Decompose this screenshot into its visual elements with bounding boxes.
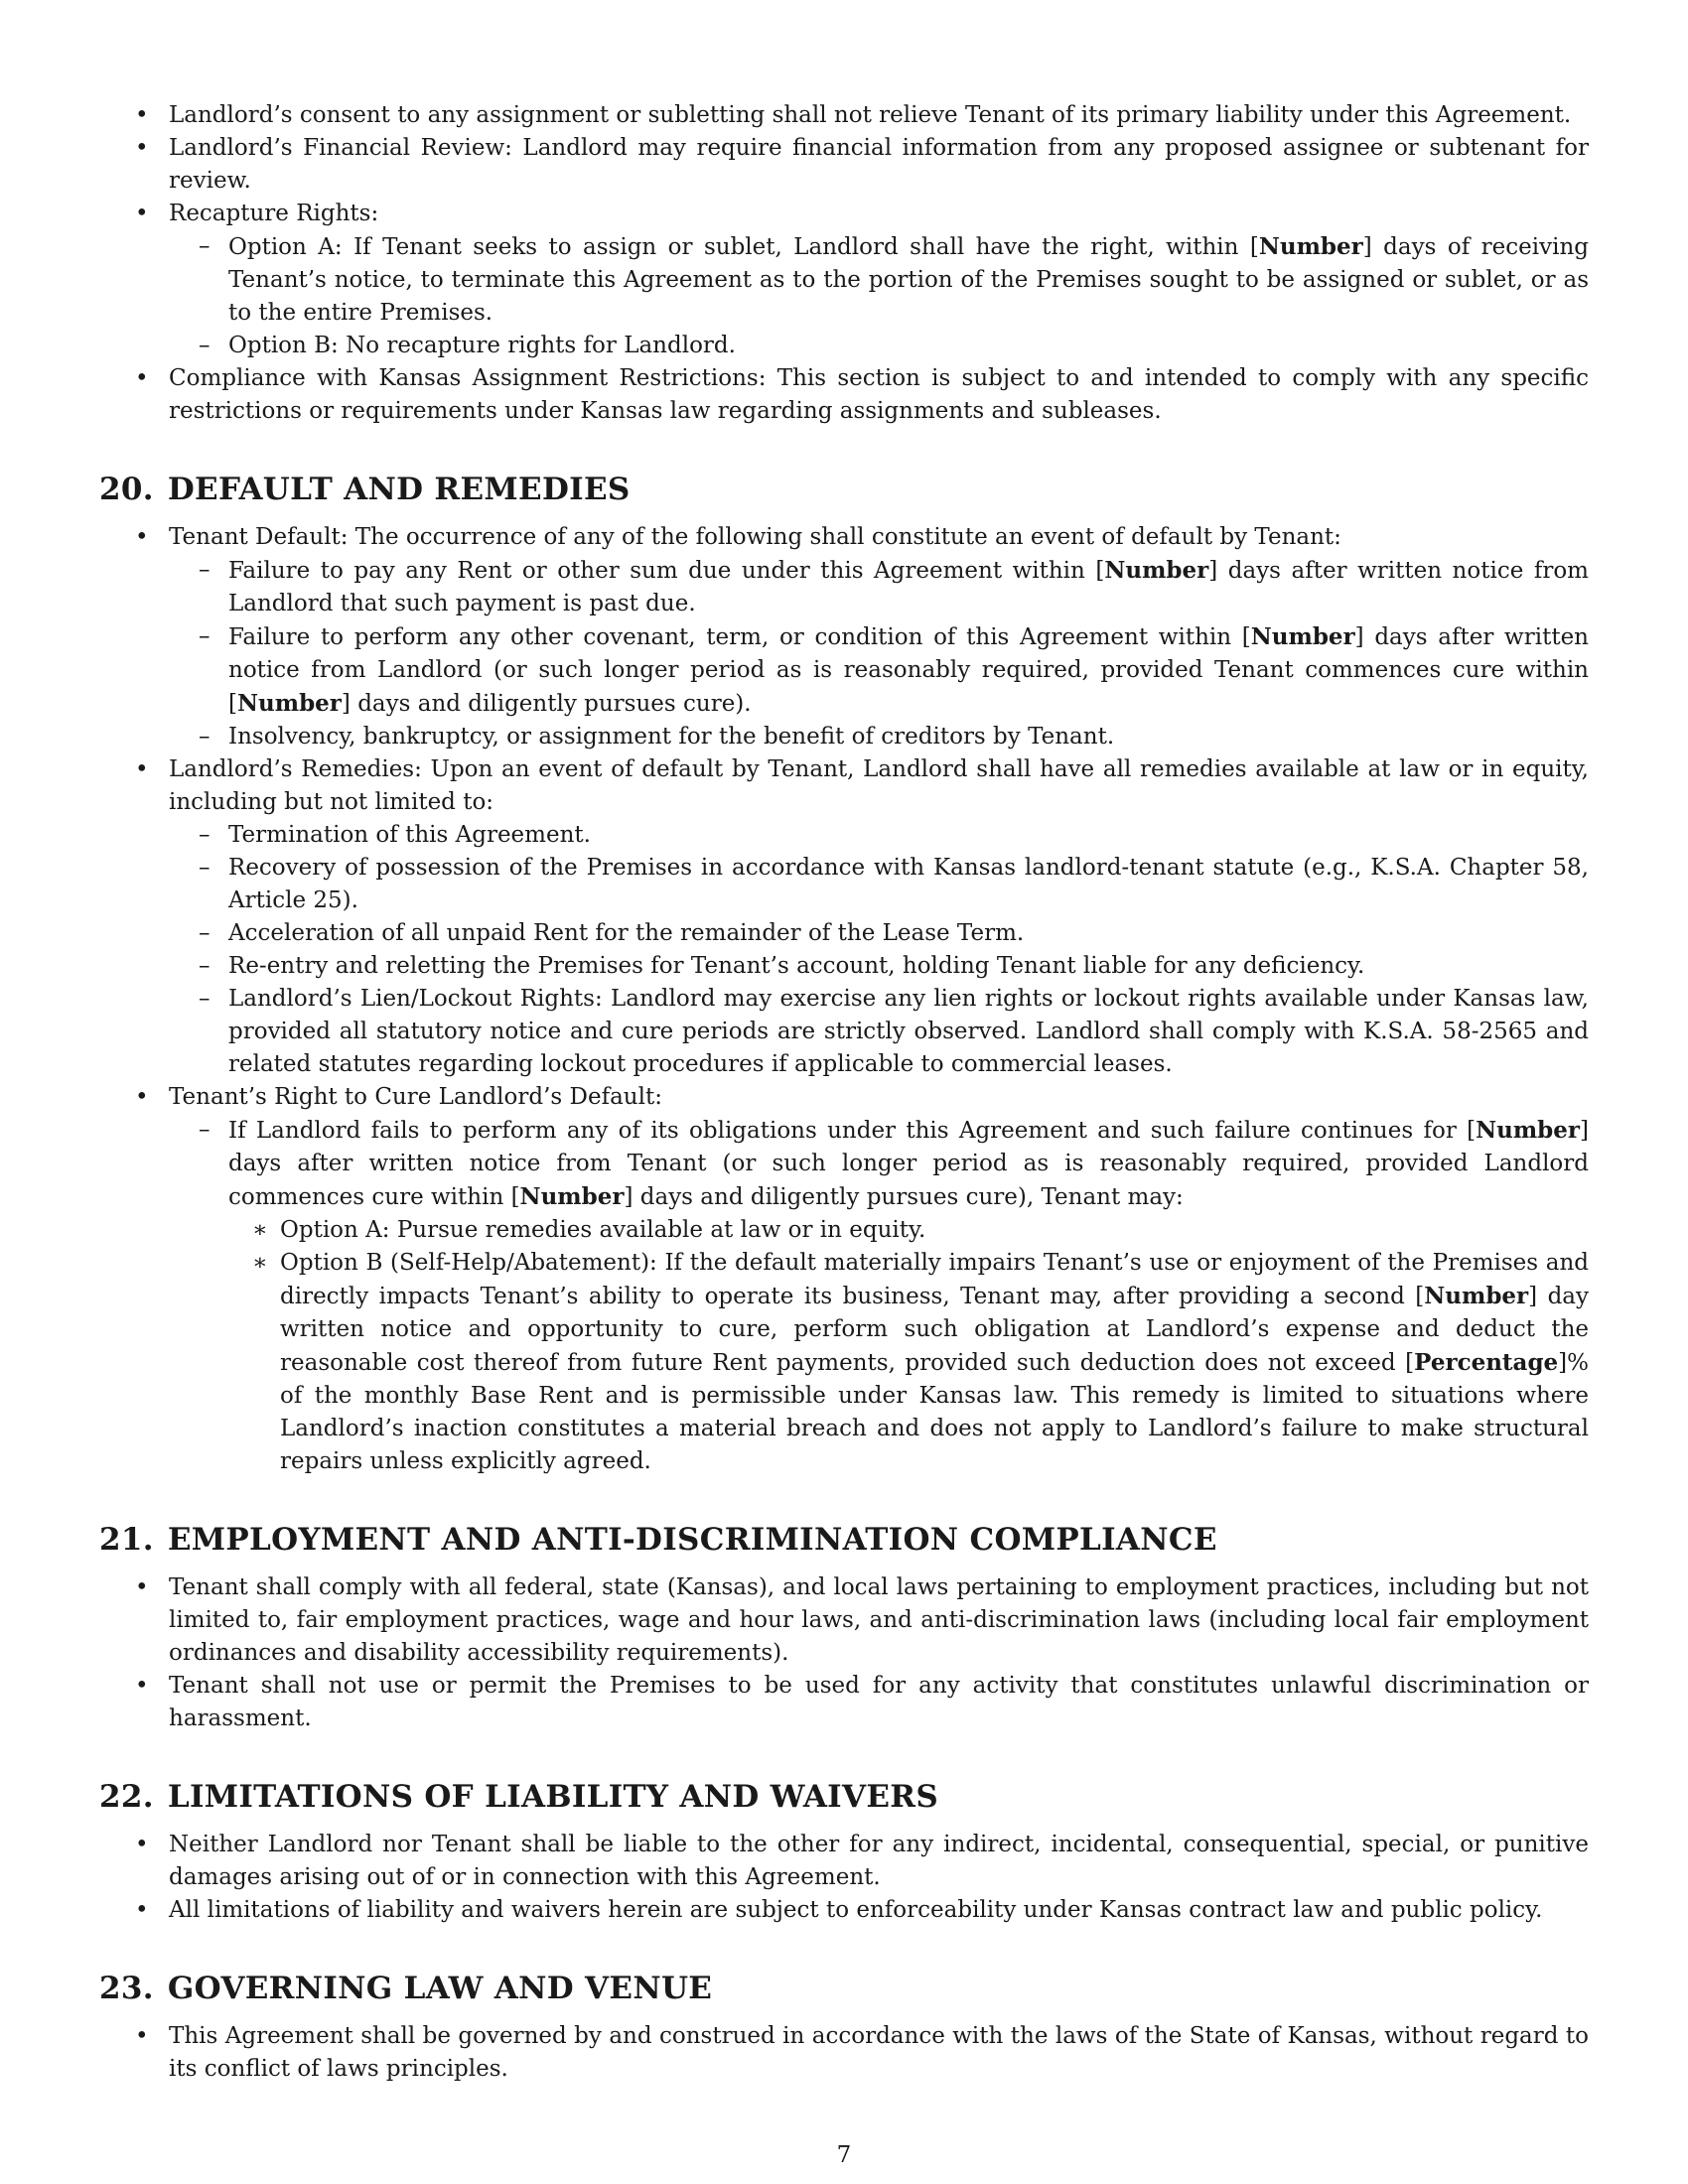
employment-compliance-list xyxy=(99,1571,1589,1735)
list-item: • All limitations of liability and waivers herein are subject to enforceability under Kansas contract law and public policy. xyxy=(99,1894,1589,1927)
list-item: • Neither Landlord nor Tenant shall be liable to the other for any indirect, incidental, consequential, special, or punitive damages arising out of or in connection with this Agreement. xyxy=(99,1829,1589,1894)
list-item: • Tenant shall not use or permit the Premises to be used for any activity that constitutes unlawful discrimination or harassment. xyxy=(99,1670,1589,1735)
list-item: • Tenant’s Right to Cure Landlord’s Default: – If Landlord fails to perform any of its obligations under this Agreement and such failure continues for [Number] days after written notice from Tenant (or such longer period as is reasonably required, provided Landlord commences cure within [Number] days and diligently pursues cure), Tenant may: ∗ Option A: Pursue remedies available at law or in equity. ∗ Option B (Self-Help/Abatement): If the default materially impairs Tenant’s use or enjoyment of the Premises and directly impacts Tenant’s ability to operate its business, Tenant may, after providing a second [Number] day written notice and opportunity to cure, perform such obligation at Landlord’s expense and deduct the reasonable cost thereof from future Rent payments, provided such deduction does not exceed [Percentage]% of the monthly Base Rent and is permissible under Kansas law. This remedy is limited to situations where Landlord’s inaction constitutes a material breach and does not apply to Landlord’s failure to make structural repairs unless explicitly agreed. xyxy=(99,1081,1589,1478)
list-item: • Tenant Default: The occurrence of any of the following shall constitute an event of default by Tenant: – Failure to pay any Rent or other sum due under this Agreement within [Number] days after written notice from Landlord that such payment is past due. – Failure to perform any other covenant, term, or condition of this Agreement within [Number] days after written notice from Landlord (or such longer period as is reasonably required, provided Tenant commences cure within [Number] days and diligently pursues cure). – Insolvency, bankruptcy, or assignment for the benefit of creditors by Tenant. xyxy=(99,521,1589,753)
placeholder-number: Number xyxy=(1424,1283,1529,1309)
section-heading-23: 23. GOVERNING LAW AND VENUE xyxy=(99,1971,713,2006)
governing-law-list xyxy=(99,2020,1589,2086)
list-item: • Landlord’s consent to any assignment or subletting shall not relieve Tenant of its primary liability under this Agreement. xyxy=(99,99,1589,132)
recapture-options xyxy=(169,230,1589,362)
list-item: – Option A: If Tenant seeks to assign or sublet, Landlord shall have the right, within [Number] days of receiving Tenant’s notice, to terminate this Agreement as to the portion of the Premises sought to be assigned or sublet, or as to the entire Premises. xyxy=(169,230,1589,330)
list-item: • Compliance with Kansas Assignment Restrictions: This section is subject to and intended to comply with any specific restrictions or requirements under Kansas law regarding assignments and subleases. xyxy=(99,362,1589,428)
placeholder-percentage: Percentage xyxy=(1414,1349,1559,1376)
tenant-cure-options xyxy=(228,1214,1589,1478)
list-item: – Landlord’s Lien/Lockout Rights: Landlord may exercise any lien rights or lockout rights available under Kansas law, provided all statutory notice and cure periods are strictly observed. Landlord shall comply with K.S.A. 58-2565 and related statutes regarding lockout procedures if applicable to commercial leases. xyxy=(169,983,1589,1081)
placeholder-number: Number xyxy=(1104,557,1209,584)
list-item: – Recovery of possession of the Premises in accordance with Kansas landlord-tenant statute (e.g., K.S.A. Chapter 58, Article 25). xyxy=(169,852,1589,917)
placeholder-number: Number xyxy=(1476,1117,1581,1144)
section-heading-21: 21. EMPLOYMENT AND ANTI-DISCRIMINATION COMPLIANCE xyxy=(99,1522,1217,1558)
list-item: • Recapture Rights: – Option A: If Tenant seeks to assign or sublet, Landlord shall have the right, within [Number] days of receiving Tenant’s notice, to terminate this Agreement as to the portion of the Premises sought to be assigned or sublet, or as to the entire Premises. – Option B: No recapture rights for Landlord. xyxy=(99,198,1589,362)
tenant-cure-list xyxy=(169,1114,1589,1478)
page-number: 7 xyxy=(836,2142,852,2168)
list-item: – Acceleration of all unpaid Rent for the remainder of the Lease Term. xyxy=(169,917,1589,950)
tenant-default-events xyxy=(169,554,1589,753)
list-item: – Failure to pay any Rent or other sum due under this Agreement within [Number] days after written notice from Landlord that such payment is past due. xyxy=(169,554,1589,620)
list-item: – If Landlord fails to perform any of its obligations under this Agreement and such failure continues for [Number] days after written notice from Tenant (or such longer period as is reasonably required, provided Landlord commences cure within [Number] days and diligently pursues cure), Tenant may: ∗ Option A: Pursue remedies available at law or in equity. ∗ Option B (Self-Help/Abatement): If the default materially impairs Tenant’s use or enjoyment of the Premises and directly impacts Tenant’s ability to operate its business, Tenant may, after providing a second [Number] day written notice and opportunity to cure, perform such obligation at Landlord’s expense and deduct the reasonable cost thereof from future Rent payments, provided such deduction does not exceed [Percentage]% of the monthly Base Rent and is permissible under Kansas law. This remedy is limited to situations where Landlord’s inaction constitutes a material breach and does not apply to Landlord’s failure to make structural repairs unless explicitly agreed. xyxy=(169,1114,1589,1478)
list-item: • Landlord’s Financial Review: Landlord may require financial information from any proposed assignee or subtenant for review. xyxy=(99,132,1589,198)
list-item: – Failure to perform any other covenant, term, or condition of this Agreement within [Number] days after written notice from Landlord (or such longer period as is reasonably required, provided Tenant commences cure within [Number] days and diligently pursues cure). xyxy=(169,620,1589,721)
list-item: • This Agreement shall be governed by and construed in accordance with the laws of the State of Kansas, without regard to its conflict of laws principles. xyxy=(99,2020,1589,2086)
liability-list xyxy=(99,1829,1589,1927)
list-item: – Option B: No recapture rights for Landlord. xyxy=(169,330,1589,362)
assignment-continued-list xyxy=(99,99,1589,428)
document-page xyxy=(99,99,1589,2086)
section-heading-20: 20. DEFAULT AND REMEDIES xyxy=(99,472,631,507)
list-item: – Re-entry and reletting the Premises for Tenant’s account, holding Tenant liable for any deficiency. xyxy=(169,950,1589,983)
placeholder-number: Number xyxy=(519,1183,625,1210)
list-item: • Landlord’s Remedies: Upon an event of default by Tenant, Landlord shall have all remedies available at law or in equity, including but not limited to: – Termination of this Agreement. – Recovery of possession of the Premises in accordance with Kansas landlord-tenant statute (e.g., K.S.A. Chapter 58, Article 25). – Acceleration of all unpaid Rent for the remainder of the Lease Term. – Re-entry and reletting the Premises for Tenant’s account, holding Tenant liable for any deficiency. – Landlord’s Lien/Lockout Rights: Landlord may exercise any lien rights or lockout rights available under Kansas law, provided all statutory notice and cure periods are strictly observed. Landlord shall comply with K.S.A. 58-2565 and related statutes regarding lockout procedures if applicable to commercial leases. xyxy=(99,753,1589,1081)
list-item: • Tenant shall comply with all federal, state (Kansas), and local laws pertaining to employment practices, including but not limited to, fair employment practices, wage and hour laws, and anti-discrimination laws (including local fair employment ordinances and disability accessibility requirements). xyxy=(99,1571,1589,1670)
placeholder-number: Number xyxy=(236,690,342,717)
section-heading-22: 22. LIMITATIONS OF LIABILITY AND WAIVERS xyxy=(99,1779,939,1815)
list-item: ∗ Option B (Self-Help/Abatement): If the default materially impairs Tenant’s use or enjoyment of the Premises and directly impacts Tenant’s ability to operate its business, Tenant may, after providing a second [Number] day written notice and opportunity to cure, perform such obligation at Landlord’s expense and deduct the reasonable cost thereof from future Rent payments, provided such deduction does not exceed [Percentage]% of the monthly Base Rent and is permissible under Kansas law. This remedy is limited to situations where Landlord’s inaction constitutes a material breach and does not apply to Landlord’s failure to make structural repairs unless explicitly agreed. xyxy=(228,1247,1589,1478)
placeholder-number: Number xyxy=(1250,623,1355,650)
list-item: ∗ Option A: Pursue remedies available at law or in equity. xyxy=(228,1214,1589,1247)
landlord-remedies-list xyxy=(169,819,1589,1081)
default-remedies-list xyxy=(99,521,1589,1478)
list-item: – Insolvency, bankruptcy, or assignment for the benefit of creditors by Tenant. xyxy=(169,721,1589,753)
placeholder-number: Number xyxy=(1258,233,1363,260)
list-item: – Termination of this Agreement. xyxy=(169,819,1589,852)
